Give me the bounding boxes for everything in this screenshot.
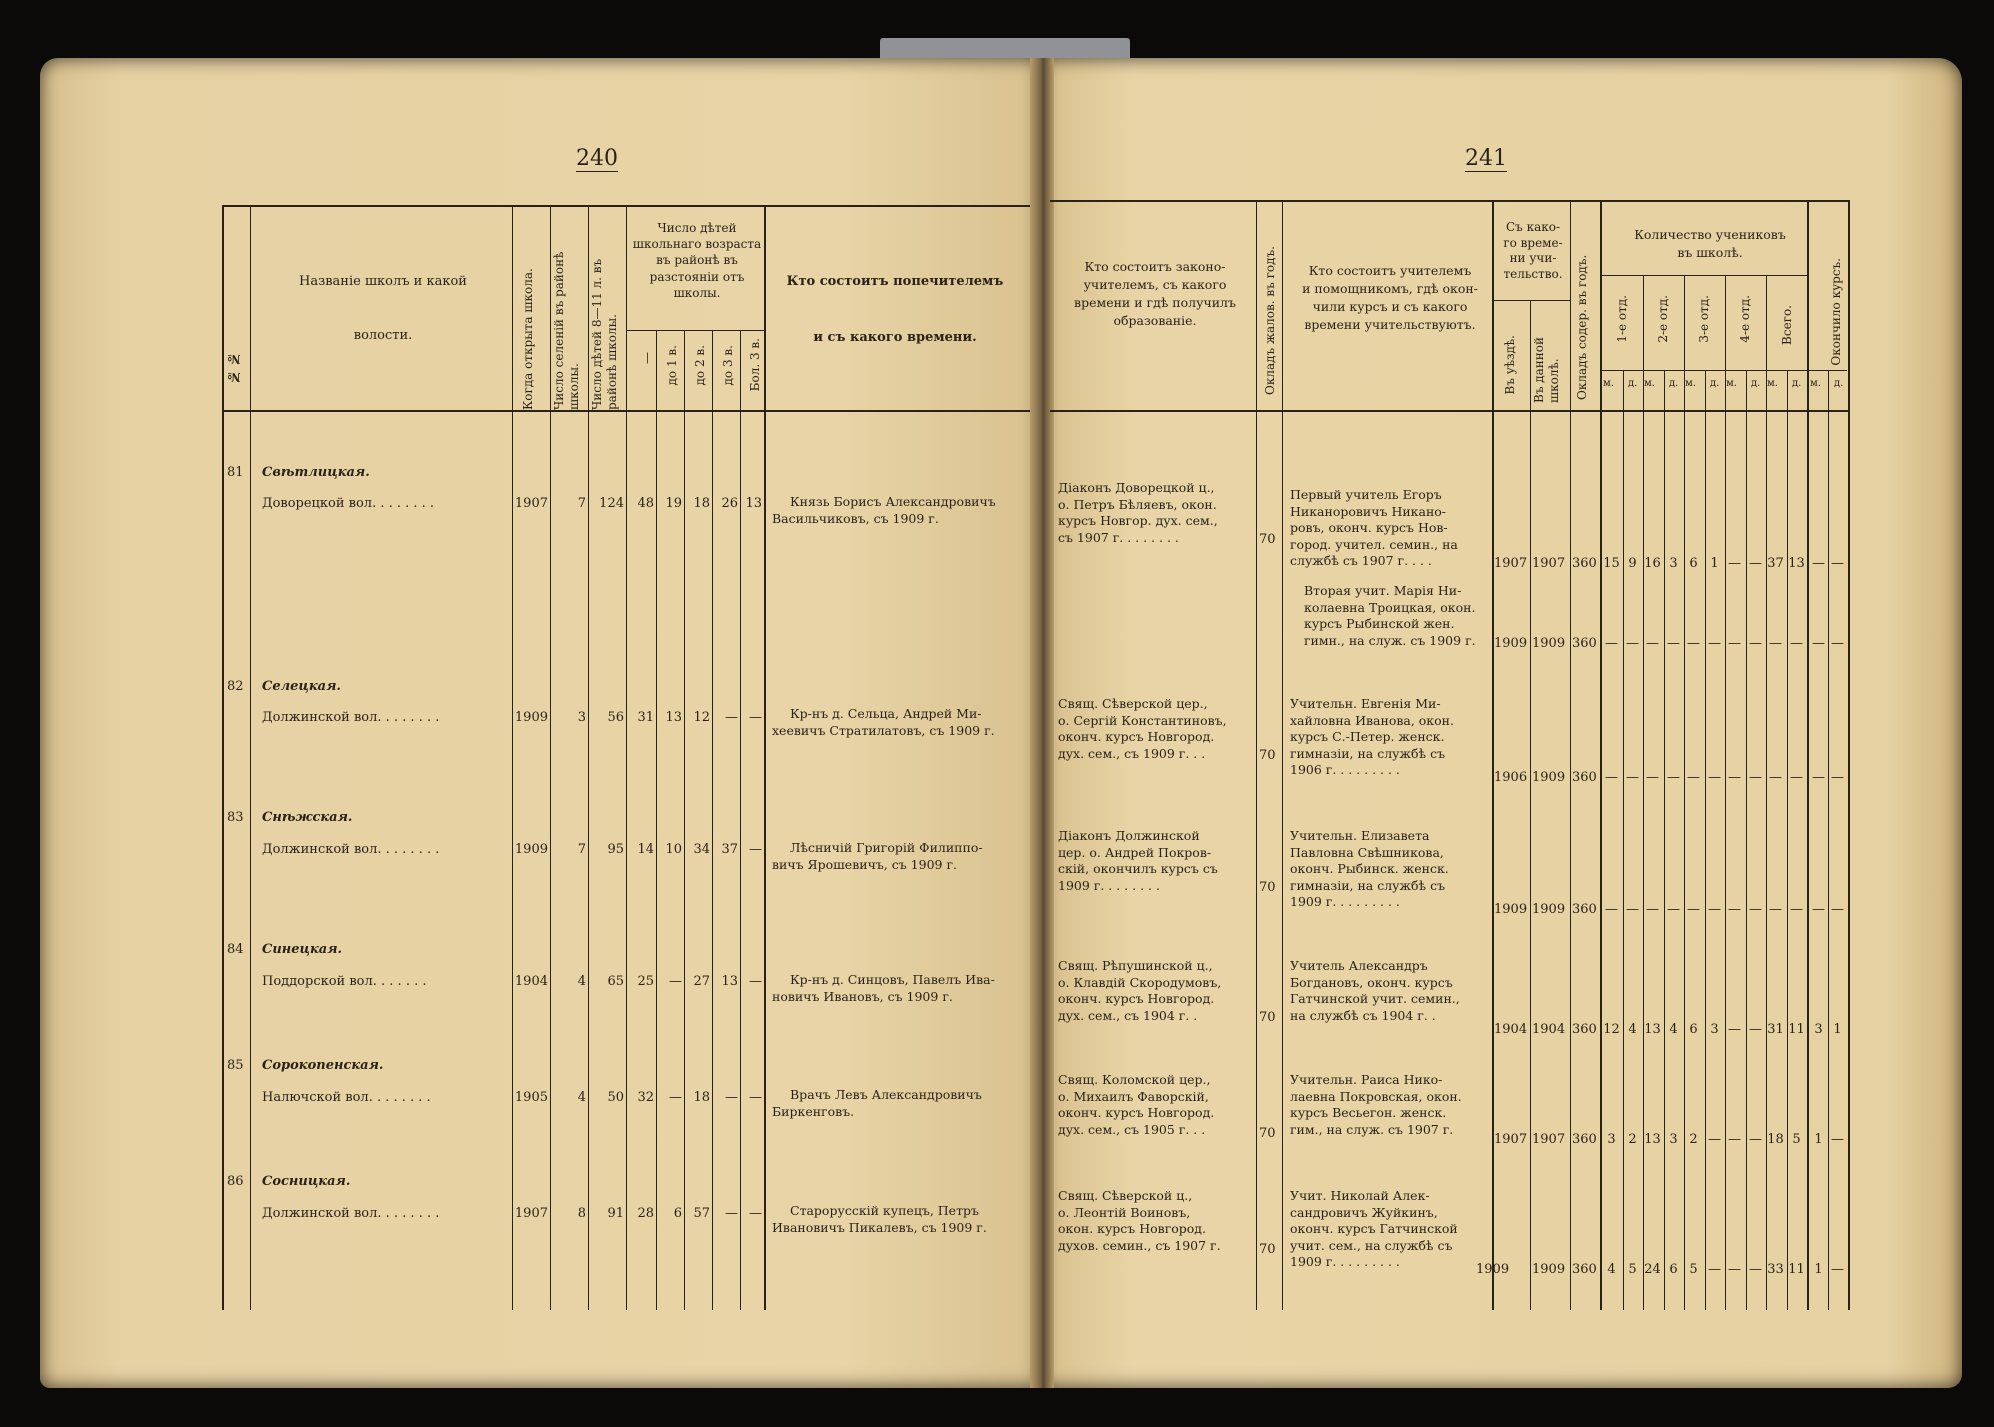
trustee-line-1: Кр-нъ д. Синцовъ, Павелъ Ива-: [790, 972, 995, 987]
since-uezd: 1909: [1476, 1262, 1510, 1277]
d3: 26: [721, 496, 738, 511]
count-cell: 1: [1814, 1262, 1823, 1277]
row-no: 82: [227, 679, 244, 694]
hdr-since-group: Съ како- го време- ни учи- тельство.: [1503, 220, 1563, 281]
opened: 1907: [514, 1206, 548, 1221]
hdr-d0: —: [640, 352, 654, 364]
teacher-info: Вторая учит. Марія Ни- колаевна Троицкая, окон. курсъ Рыбинской жен. гимн., на служ. съ 1909 г.: [1304, 583, 1476, 648]
count-cell: 1: [1710, 556, 1719, 571]
hdr-name: Названіе школъ и какой: [299, 274, 467, 289]
volost: Поддорской вол. . . . . . .: [262, 974, 427, 989]
d2: 18: [693, 1090, 710, 1105]
count-cell: 13: [1644, 1022, 1661, 1037]
law-teacher: Свящ. Коломской цер., о. Михаилъ Фаворскій, оконч. курсъ Новгород. дух. сем., съ 1905 г. . .: [1058, 1072, 1215, 1137]
count-cell: 2: [1628, 1132, 1637, 1147]
d0: 31: [637, 710, 654, 725]
trustee-line-2: Биркенговъ.: [772, 1104, 855, 1119]
count-cell: —: [1831, 556, 1844, 571]
school-name: Сорокопенская.: [262, 1058, 384, 1073]
hdr-opened: Когда открыта школа.: [521, 268, 535, 410]
trustee-line-1: Врачъ Левъ Александровичъ: [790, 1087, 982, 1102]
count-cell: —: [1687, 902, 1700, 917]
count-cell: 6: [1669, 1262, 1678, 1277]
trustee-line-1: Старорусскій купецъ, Петръ: [790, 1203, 979, 1218]
count-cell: 3: [1669, 1132, 1678, 1147]
count-cell: —: [1790, 902, 1803, 917]
trustee-line-1: Князь Борисъ Александровичъ: [790, 494, 996, 509]
d4: —: [749, 1206, 762, 1221]
law-teacher: Свящ. Сѣверской цер., о. Сергій Константиновъ, оконч. курсъ Новгород. дух. сем., съ 1909 г. . .: [1058, 696, 1227, 761]
villages: 8: [577, 1206, 586, 1221]
hdr-d3: до 3 в.: [721, 345, 735, 386]
count-cell: 12: [1603, 1022, 1620, 1037]
count-cell: —: [1626, 770, 1639, 785]
salary: 70: [1259, 880, 1276, 895]
d4: —: [749, 710, 762, 725]
count-cell: —: [1749, 556, 1762, 571]
law-teacher: Діаконъ Доворецкой ц., о. Петръ Бѣляевъ, окон. курсъ Новгор. дух. сем., съ 1907 г. . . . . . . .: [1058, 480, 1218, 545]
since-uezd: 1909: [1494, 636, 1528, 651]
teacher-info: Учительн. Елизавета Павловна Свѣшникова, оконч. Рыбинск. женск. гимназіи, на службѣ съ 1909 г. . . . . . . . .: [1290, 828, 1449, 909]
count-cell: 4: [1628, 1022, 1637, 1037]
children: 91: [607, 1206, 624, 1221]
count-cell: —: [1831, 770, 1844, 785]
d2: 57: [693, 1206, 710, 1221]
row-no: 83: [227, 810, 244, 825]
volost: Доворецкой вол. . . . . . . .: [262, 496, 435, 511]
d3: —: [725, 1206, 738, 1221]
d4: —: [749, 842, 762, 857]
children: 65: [607, 974, 624, 989]
count-cell: —: [1812, 902, 1825, 917]
school-name: Селецкая.: [262, 679, 341, 694]
count-cell: —: [1626, 902, 1639, 917]
count-cell: 18: [1767, 1132, 1784, 1147]
count-cell: 3: [1710, 1022, 1719, 1037]
count-cell: —: [1605, 770, 1618, 785]
count-cell: —: [1687, 636, 1700, 651]
count-cell: —: [1708, 1132, 1721, 1147]
d1: 13: [665, 710, 682, 725]
count-cell: 16: [1644, 556, 1661, 571]
d1: 10: [665, 842, 682, 857]
trustee-line-2: Васильчиковъ, съ 1909 г.: [772, 511, 939, 526]
count-cell: —: [1812, 636, 1825, 651]
count-cell: 1: [1833, 1022, 1842, 1037]
hdr-g4: 4-е отд.: [1738, 295, 1752, 343]
villages: 7: [577, 496, 586, 511]
law-teacher: Діаконъ Должинской цер. о. Андрей Покров- скій, окончилъ курсъ съ 1909 г. . . . . . . .: [1058, 828, 1218, 893]
count-cell: —: [1728, 636, 1741, 651]
d2: 12: [693, 710, 710, 725]
d2: 18: [693, 496, 710, 511]
count-cell: —: [1749, 902, 1762, 917]
d1: 6: [673, 1206, 682, 1221]
row-no: 84: [227, 942, 244, 957]
hdr-d2: до 2 в.: [693, 345, 707, 386]
count-cell: —: [1812, 770, 1825, 785]
children: 56: [607, 710, 624, 725]
children: 124: [599, 496, 624, 511]
hdr-pay: Окладъ содер. въ годъ.: [1575, 254, 1589, 400]
hdr-g3: 3-е отд.: [1697, 295, 1711, 343]
d4: —: [749, 974, 762, 989]
since-uezd: 1904: [1494, 1022, 1528, 1037]
count-cell: —: [1626, 636, 1639, 651]
right-page-number: 241: [1465, 146, 1507, 171]
since-uezd: 1907: [1494, 1132, 1528, 1147]
count-cell: 13: [1788, 556, 1805, 571]
hdr-salary: Окладъ жалов. въ годъ.: [1263, 246, 1277, 395]
count-cell: —: [1790, 770, 1803, 785]
hdr-trustee: Кто состоитъ попечителемъ: [786, 274, 1004, 289]
since-school: 1907: [1532, 1132, 1566, 1147]
trustee-line-2: новичъ Ивановъ, съ 1909 г.: [772, 989, 953, 1004]
count-cell: —: [1831, 1262, 1844, 1277]
villages: 4: [577, 1090, 586, 1105]
pay: 360: [1572, 1132, 1597, 1147]
count-cell: 9: [1628, 556, 1637, 571]
count-cell: 5: [1689, 1262, 1698, 1277]
count-cell: —: [1646, 770, 1659, 785]
count-cell: —: [1749, 1022, 1762, 1037]
since-uezd: 1909: [1494, 902, 1528, 917]
children: 95: [607, 842, 624, 857]
pay: 360: [1572, 1262, 1597, 1277]
pay: 360: [1572, 1022, 1597, 1037]
salary: 70: [1259, 748, 1276, 763]
volost: Должинской вол. . . . . . . .: [262, 1206, 440, 1221]
hdr-d1: до 1 в.: [665, 345, 679, 386]
count-cell: 31: [1767, 1022, 1784, 1037]
volost: Должинской вол. . . . . . . .: [262, 842, 440, 857]
opened: 1907: [514, 496, 548, 511]
children: 50: [607, 1090, 624, 1105]
hdr-distance-group: Число дѣтей школьнаго возраста въ районѣ въ разстояніи отъ школы.: [632, 221, 762, 300]
opened: 1909: [514, 842, 548, 857]
count-cell: —: [1667, 636, 1680, 651]
law-teacher: Свящ. Сѣверской ц., о. Леонтій Воиновъ, окон. курсъ Новгород. духов. семин., съ 1907 г.: [1058, 1188, 1221, 1253]
count-cell: —: [1831, 902, 1844, 917]
count-cell: —: [1605, 636, 1618, 651]
hdr-trustee-2: и съ какого времени.: [813, 330, 977, 345]
school-name: Снѣжская.: [262, 810, 353, 825]
hdr-teacher: Кто состоитъ учителемъ и помощникомъ, гдѣ окон- чили курсъ и съ какого времени учительствуютъ.: [1302, 263, 1478, 333]
hdr-children: Число дѣтей 8—11 л. въ районѣ школы.: [590, 258, 619, 410]
count-cell: —: [1728, 902, 1741, 917]
trustee-line-1: Лѣсничій Григорій Филиппо-: [790, 840, 983, 855]
hdr-no: № №: [227, 352, 241, 385]
count-cell: —: [1749, 770, 1762, 785]
count-cell: 37: [1767, 556, 1784, 571]
count-cell: 2: [1689, 1132, 1698, 1147]
hdr-g2: 2-е отд.: [1656, 295, 1670, 343]
d1: —: [669, 1090, 682, 1105]
pay: 360: [1572, 556, 1597, 571]
villages: 4: [577, 974, 586, 989]
count-cell: —: [1605, 902, 1618, 917]
d1: 19: [665, 496, 682, 511]
count-cell: —: [1687, 770, 1700, 785]
villages: 3: [577, 710, 586, 725]
hdr-name-2: волости.: [353, 328, 413, 343]
count-cell: —: [1708, 636, 1721, 651]
salary: 70: [1259, 1010, 1276, 1025]
school-name: Свѣтлицкая.: [262, 465, 370, 480]
d0: 14: [637, 842, 654, 857]
count-cell: —: [1769, 902, 1782, 917]
count-cell: —: [1708, 902, 1721, 917]
row-no: 81: [227, 465, 244, 480]
hdr-finished: Окончило курсъ.: [1829, 258, 1843, 366]
law-teacher: Свящ. Рѣпушинской ц., о. Клавдій Скородумовъ, оконч. курсъ Новгород. дух. сем., съ 1904 г. .: [1058, 958, 1222, 1023]
teacher-info: Учит. Николай Алек- сандровичъ Жуйкинъ, оконч. курсъ Гатчинской учит. сем., на службѣ съ 1909 г. . . . . . . . .: [1290, 1188, 1458, 1269]
school-name: Синецкая.: [262, 942, 343, 957]
d2: 34: [693, 842, 710, 857]
count-cell: —: [1728, 770, 1741, 785]
count-cell: 1: [1814, 1132, 1823, 1147]
count-cell: —: [1667, 902, 1680, 917]
teacher-info: Первый учитель Егоръ Никаноровичъ Никано- ровъ, оконч. курсъ Нов- город. учител. семин., на службѣ съ 1907 г. . . .: [1290, 487, 1458, 568]
count-cell: —: [1749, 1262, 1762, 1277]
d0: 32: [637, 1090, 654, 1105]
left-page-number: 240: [576, 146, 618, 171]
trustee-line-2: Ивановичъ Пикалевъ, съ 1909 г.: [772, 1220, 987, 1235]
d0: 48: [637, 496, 654, 511]
count-cell: 3: [1607, 1132, 1616, 1147]
teacher-info: Учитель Александръ Богдановъ, оконч. курсъ Гатчинской учит. семин., на службѣ съ 1904 г. .: [1290, 958, 1460, 1023]
count-cell: 4: [1607, 1262, 1616, 1277]
d3: —: [725, 710, 738, 725]
count-cell: —: [1769, 770, 1782, 785]
hdr-villages: Число селеній въ районѣ школы.: [552, 251, 581, 410]
count-cell: 13: [1644, 1132, 1661, 1147]
count-cell: 11: [1788, 1262, 1805, 1277]
volost: Должинской вол. . . . . . . .: [262, 710, 440, 725]
count-cell: 5: [1628, 1262, 1637, 1277]
count-cell: 33: [1767, 1262, 1784, 1277]
opened: 1904: [514, 974, 548, 989]
count-cell: —: [1749, 636, 1762, 651]
hdr-g1: 1-е отд.: [1615, 295, 1629, 343]
d0: 28: [637, 1206, 654, 1221]
teacher-info: Учительн. Евгенія Ми- хайловна Иванова, окон. курсъ С.-Петер. женск. гимназіи, на службѣ съ 1906 г. . . . . . . . .: [1290, 696, 1454, 777]
d3: —: [725, 1090, 738, 1105]
count-cell: —: [1831, 1132, 1844, 1147]
count-cell: 3: [1814, 1022, 1823, 1037]
row-no: 86: [227, 1174, 244, 1189]
count-cell: —: [1708, 770, 1721, 785]
since-school: 1907: [1532, 556, 1566, 571]
book-gutter: [1030, 58, 1054, 1388]
hdr-in-school: Въ данной школѣ.: [1532, 336, 1561, 403]
since-uezd: 1906: [1494, 770, 1528, 785]
d4: —: [749, 1090, 762, 1105]
trustee-line-2: хеевичъ Стратилатовъ, съ 1909 г.: [772, 723, 995, 738]
count-cell: 6: [1689, 556, 1698, 571]
hdr-total: Всего.: [1780, 305, 1794, 345]
count-cell: 3: [1669, 556, 1678, 571]
count-cell: —: [1646, 636, 1659, 651]
trustee-line-1: Кр-нъ д. Сельца, Андрей Ми-: [790, 706, 982, 721]
hdr-in-uezd: Въ уѣздѣ.: [1503, 335, 1517, 395]
villages: 7: [577, 842, 586, 857]
d0: 25: [637, 974, 654, 989]
pay: 360: [1572, 636, 1597, 651]
school-name: Сосницкая.: [262, 1174, 351, 1189]
d3: 13: [721, 974, 738, 989]
count-cell: —: [1708, 1262, 1721, 1277]
count-cell: 11: [1788, 1022, 1805, 1037]
count-cell: —: [1831, 636, 1844, 651]
count-cell: 4: [1669, 1022, 1678, 1037]
row-no: 85: [227, 1058, 244, 1073]
since-school: 1904: [1532, 1022, 1566, 1037]
count-cell: —: [1769, 636, 1782, 651]
since-uezd: 1907: [1494, 556, 1528, 571]
d1: —: [669, 974, 682, 989]
teacher-info: Учительн. Раиса Нико- лаевна Покровская, окон. курсъ Весьегон. женск. гим., на служ. съ 1907 г.: [1290, 1072, 1462, 1137]
since-school: 1909: [1532, 636, 1566, 651]
pay: 360: [1572, 902, 1597, 917]
pay: 360: [1572, 770, 1597, 785]
count-cell: 6: [1689, 1022, 1698, 1037]
since-school: 1909: [1532, 770, 1566, 785]
d3: 37: [721, 842, 738, 857]
hdr-students-group: Количество учениковъ въ школѣ.: [1634, 227, 1786, 260]
count-cell: 5: [1792, 1132, 1801, 1147]
since-school: 1909: [1532, 902, 1566, 917]
count-cell: —: [1749, 1132, 1762, 1147]
d2: 27: [693, 974, 710, 989]
volost: Налючской вол. . . . . . . .: [262, 1090, 431, 1105]
count-cell: —: [1646, 902, 1659, 917]
hdr-d4: Бол. 3 в.: [748, 338, 762, 392]
hdr-law-teacher: Кто состоитъ законо- учителемъ, съ какого времени и гдѣ получилъ образованіе.: [1074, 259, 1236, 329]
count-cell: —: [1728, 1262, 1741, 1277]
salary: 70: [1259, 1126, 1276, 1141]
since-school: 1909: [1532, 1262, 1566, 1277]
opened: 1909: [514, 710, 548, 725]
count-cell: 24: [1644, 1262, 1661, 1277]
count-cell: —: [1728, 1132, 1741, 1147]
salary: 70: [1259, 1242, 1276, 1257]
salary: 70: [1259, 532, 1276, 547]
count-cell: 15: [1603, 556, 1620, 571]
count-cell: —: [1790, 636, 1803, 651]
trustee-line-2: вичъ Ярошевичъ, съ 1909 г.: [772, 857, 957, 872]
count-cell: —: [1667, 770, 1680, 785]
opened: 1905: [514, 1090, 548, 1105]
count-cell: —: [1812, 556, 1825, 571]
d4: 13: [745, 496, 762, 511]
count-cell: —: [1728, 556, 1741, 571]
count-cell: —: [1728, 1022, 1741, 1037]
